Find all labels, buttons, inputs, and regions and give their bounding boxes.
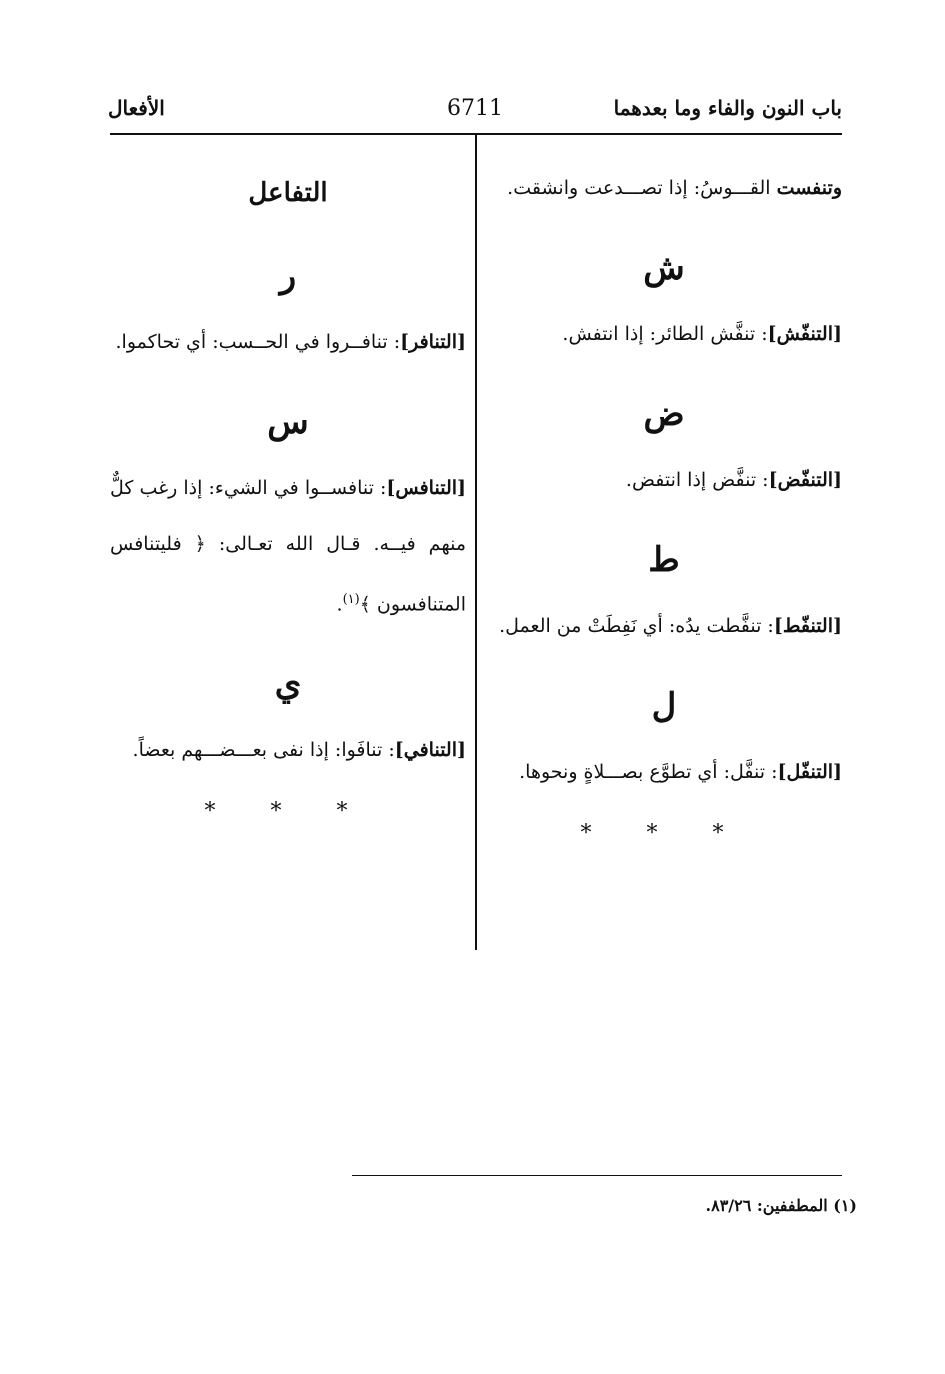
entry-tanaffud bbox=[486, 452, 842, 508]
footnote-rule bbox=[352, 1175, 842, 1176]
letter-heading: ل bbox=[651, 686, 677, 726]
entry-text: القـــوسُ: إذا تصـــدعت وانشقت. bbox=[507, 177, 777, 199]
entry-tanaffush bbox=[486, 306, 842, 362]
letter-heading: ط bbox=[648, 540, 680, 580]
letter-heading: ر bbox=[279, 256, 297, 296]
entry-term: وتنفست bbox=[776, 177, 842, 199]
section-heading: التفاعل bbox=[248, 178, 328, 208]
footnote-marker: (١) bbox=[342, 592, 360, 607]
entry-term: [التنافي] bbox=[394, 739, 466, 762]
chapter-title: باب النون والفاء وما بعدهما bbox=[613, 96, 842, 120]
section-end-stars: * * * bbox=[580, 821, 748, 846]
letter-heading: ض bbox=[643, 394, 685, 434]
entry-text: : تنفَّش الطائر: إذا انتفش. bbox=[562, 323, 768, 345]
entry-text: : تنفَّطت يدُه: أي نَفِطَتْ من العمل. bbox=[499, 615, 774, 637]
entry-text: : تنافــروا في الحــسب: أي تحاكموا. bbox=[115, 331, 401, 353]
footnote: (١) المطففين: ٨٣/٢٦. bbox=[705, 1196, 857, 1215]
section-label: الأفعال bbox=[108, 96, 165, 120]
letter-heading: س bbox=[267, 402, 309, 442]
entry-tanafur bbox=[110, 314, 466, 370]
entry-text: : تنفَّل: أي تطوَّع بصـــلاةٍ ونحوها. bbox=[519, 761, 778, 783]
entry-tanaffal bbox=[486, 744, 842, 800]
intro-entry bbox=[486, 160, 842, 216]
entry-tanafus bbox=[110, 460, 466, 632]
column-divider bbox=[475, 135, 477, 950]
left-column bbox=[110, 160, 466, 832]
entry-term: [التنفّل] bbox=[777, 761, 842, 783]
right-column bbox=[486, 160, 842, 854]
entry-term: [التنفّش] bbox=[767, 323, 842, 345]
entry-term: [التنفّط] bbox=[773, 615, 842, 637]
entry-tanaffut bbox=[486, 598, 842, 654]
entry-tail: . bbox=[336, 593, 343, 616]
entry-text: : تنفَّض إذا انتفض. bbox=[625, 469, 769, 491]
letter-heading: ي bbox=[274, 664, 302, 705]
entry-term: [التنافس] bbox=[386, 477, 466, 499]
entry-term: [التنافر] bbox=[400, 331, 466, 353]
entry-text: : تنافســوا في الشيء: إذا رغب كلٌّ منهم فيــه. قـال الله تعـالى: ﴿ فليتنافس المتنافسون ﴾ bbox=[110, 477, 466, 616]
section-end-stars: * * * bbox=[204, 799, 372, 825]
entry-tanafi bbox=[110, 722, 466, 778]
entry-text: : تنافَوا: إذا نفى بعـــضـــهم بعضاً. bbox=[132, 739, 395, 762]
page-number: 6711 bbox=[447, 96, 503, 121]
letter-heading: ش bbox=[643, 248, 685, 288]
entry-term: [التنفّض] bbox=[768, 469, 842, 491]
